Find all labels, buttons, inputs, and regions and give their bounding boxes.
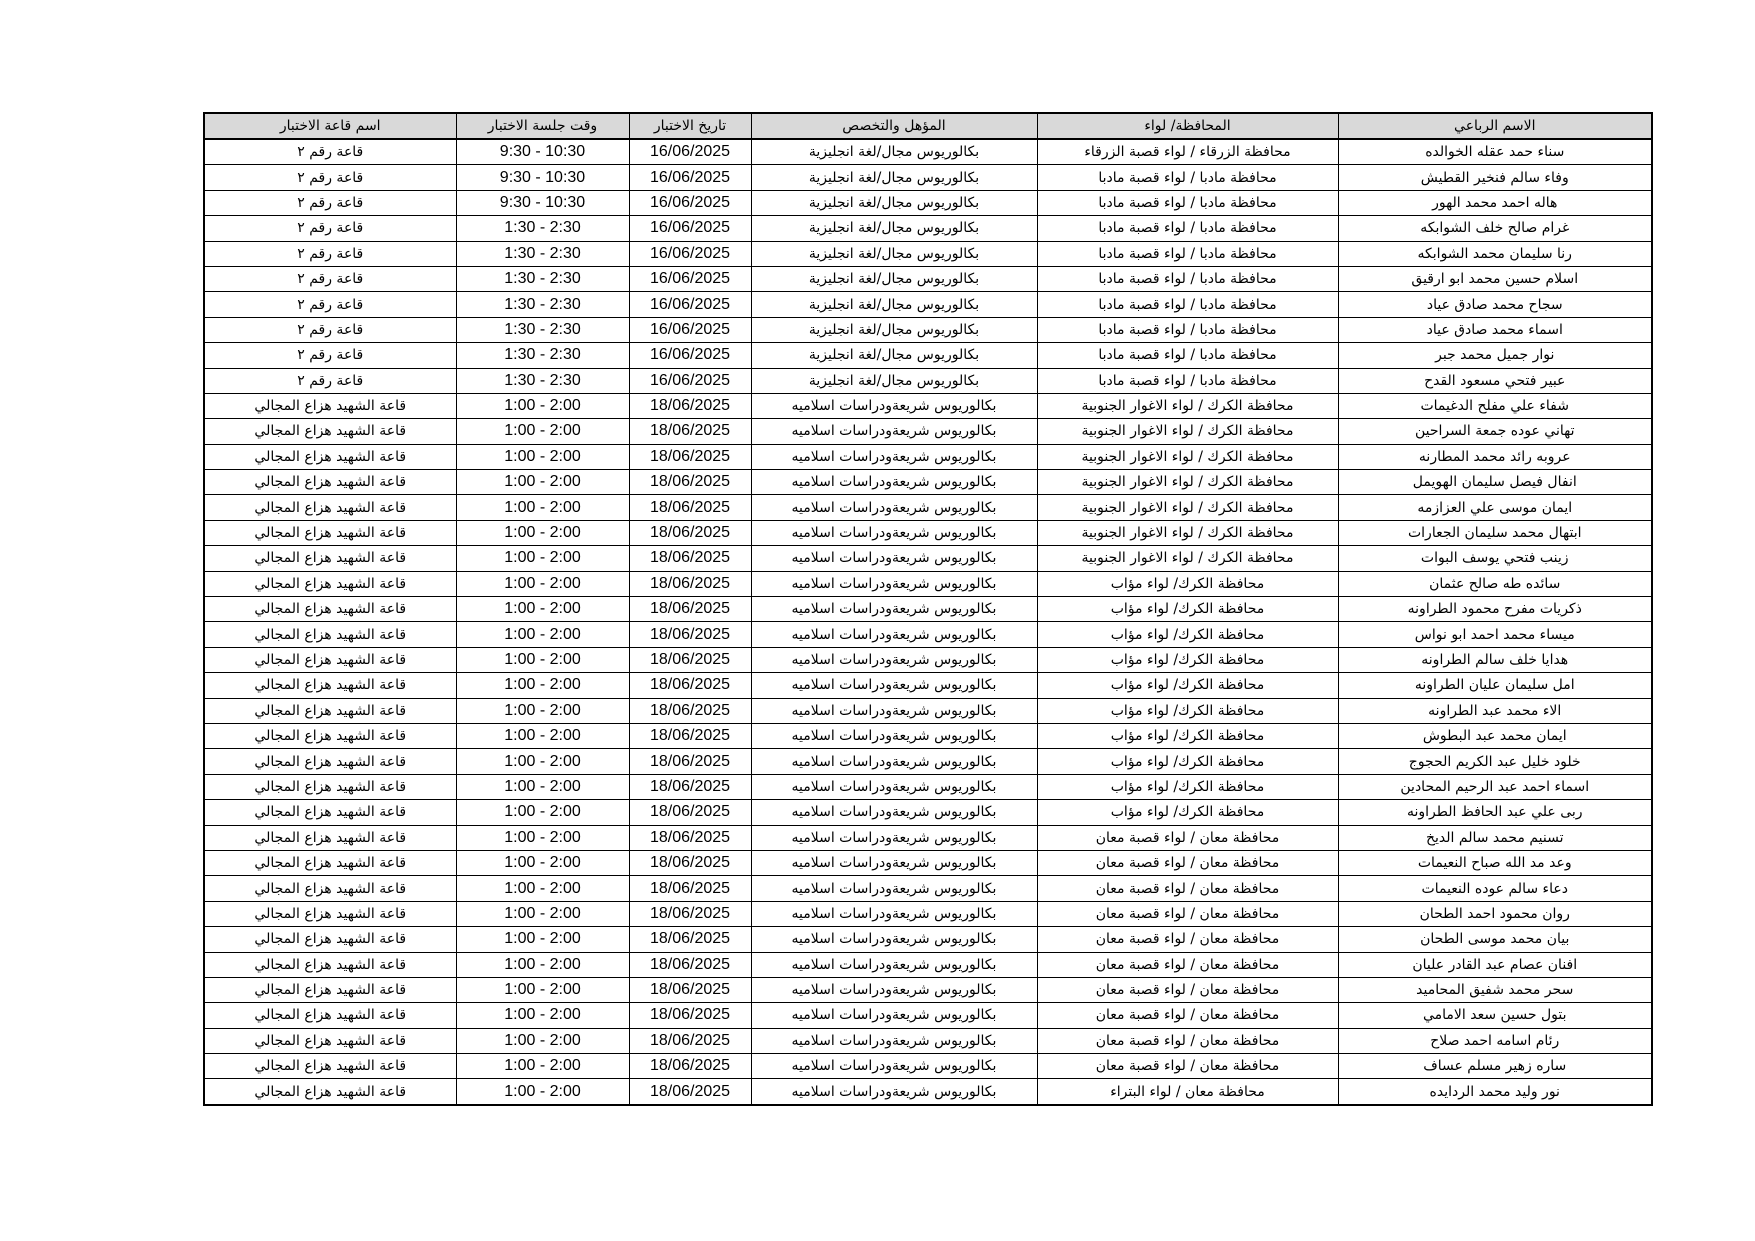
table-row: [204, 774, 1652, 799]
cell-qualification: بكالوريوس مجال/لغة انجليزية: [751, 266, 1037, 291]
cell-qualification: بكالوريوس شريعةودراسات اسلاميه: [751, 546, 1037, 571]
cell-qualification: بكالوريوس شريعةودراسات اسلاميه: [751, 1028, 1037, 1053]
cell-date: 18/06/2025: [629, 749, 751, 774]
cell-governorate: محافظة معان / لواء قصبة معان: [1037, 901, 1338, 926]
cell-qualification: بكالوريوس مجال/لغة انجليزية: [751, 343, 1037, 368]
cell-room: قاعة الشهيد هزاع المجالي: [204, 546, 456, 571]
table-row: [204, 190, 1652, 215]
cell-qualification: بكالوريوس شريعةودراسات اسلاميه: [751, 495, 1037, 520]
header-qualification: المؤهل والتخصص: [751, 113, 1037, 139]
cell-date: 18/06/2025: [629, 850, 751, 875]
cell-date: 18/06/2025: [629, 1079, 751, 1105]
cell-room: قاعة الشهيد هزاع المجالي: [204, 470, 456, 495]
cell-name: ايمان موسى علي العزازمه: [1338, 495, 1652, 520]
cell-qualification: بكالوريوس شريعةودراسات اسلاميه: [751, 571, 1037, 596]
cell-room: قاعة الشهيد هزاع المجالي: [204, 800, 456, 825]
cell-qualification: بكالوريوس مجال/لغة انجليزية: [751, 292, 1037, 317]
cell-room: قاعة الشهيد هزاع المجالي: [204, 622, 456, 647]
cell-name: ساره زهير مسلم عساف: [1338, 1054, 1652, 1079]
table-row: [204, 419, 1652, 444]
cell-governorate: محافظة الكرك / لواء الاغوار الجنوبية: [1037, 546, 1338, 571]
table-row: [204, 571, 1652, 596]
cell-room: قاعة رقم ٢: [204, 241, 456, 266]
table-row: [204, 597, 1652, 622]
cell-qualification: بكالوريوس شريعةودراسات اسلاميه: [751, 673, 1037, 698]
cell-name: دعاء سالم عوده النعيمات: [1338, 876, 1652, 901]
cell-governorate: محافظة الكرك/ لواء مؤاب: [1037, 800, 1338, 825]
table-row: [204, 825, 1652, 850]
cell-name: تسنيم محمد سالم الديخ: [1338, 825, 1652, 850]
cell-name: اسماء احمد عبد الرحيم المحادين: [1338, 774, 1652, 799]
cell-room: قاعة رقم ٢: [204, 343, 456, 368]
header-governorate: المحافظة/ لواء: [1037, 113, 1338, 139]
header-time: وقت جلسة الاختبار: [456, 113, 629, 139]
cell-room: قاعة رقم ٢: [204, 266, 456, 291]
cell-room: قاعة الشهيد هزاع المجالي: [204, 1028, 456, 1053]
cell-name: رنا سليمان محمد الشوابكه: [1338, 241, 1652, 266]
cell-date: 16/06/2025: [629, 292, 751, 317]
cell-date: 18/06/2025: [629, 1003, 751, 1028]
cell-name: غرام صالح خلف الشوابكه: [1338, 216, 1652, 241]
cell-governorate: محافظة الكرك / لواء الاغوار الجنوبية: [1037, 520, 1338, 545]
cell-time: 1:00 - 2:00: [456, 749, 629, 774]
cell-time: 1:00 - 2:00: [456, 470, 629, 495]
cell-date: 18/06/2025: [629, 673, 751, 698]
cell-governorate: محافظة معان / لواء قصبة معان: [1037, 1003, 1338, 1028]
cell-name: اسلام حسين محمد ابو ارقيق: [1338, 266, 1652, 291]
cell-date: 18/06/2025: [629, 698, 751, 723]
table-row: [204, 546, 1652, 571]
header-room: اسم قاعة الاختبار: [204, 113, 456, 139]
cell-governorate: محافظة مادبا / لواء قصبة مادبا: [1037, 317, 1338, 342]
cell-governorate: محافظة الكرك/ لواء مؤاب: [1037, 597, 1338, 622]
cell-time: 1:00 - 2:00: [456, 597, 629, 622]
table-row: [204, 216, 1652, 241]
cell-name: الاء محمد عبد الطراونه: [1338, 698, 1652, 723]
cell-room: قاعة رقم ٢: [204, 139, 456, 165]
cell-name: ذكريات مفرح محمود الطراونه: [1338, 597, 1652, 622]
cell-room: قاعة الشهيد هزاع المجالي: [204, 1003, 456, 1028]
cell-qualification: بكالوريوس شريعةودراسات اسلاميه: [751, 597, 1037, 622]
cell-room: قاعة الشهيد هزاع المجالي: [204, 749, 456, 774]
cell-qualification: بكالوريوس شريعةودراسات اسلاميه: [751, 927, 1037, 952]
cell-qualification: بكالوريوس مجال/لغة انجليزية: [751, 190, 1037, 215]
cell-date: 18/06/2025: [629, 520, 751, 545]
cell-date: 18/06/2025: [629, 546, 751, 571]
cell-room: قاعة الشهيد هزاع المجالي: [204, 1054, 456, 1079]
cell-qualification: بكالوريوس شريعةودراسات اسلاميه: [751, 647, 1037, 672]
cell-date: 16/06/2025: [629, 216, 751, 241]
cell-room: قاعة الشهيد هزاع المجالي: [204, 952, 456, 977]
cell-name: امل سليمان عليان الطراونه: [1338, 673, 1652, 698]
cell-name: رئام اسامه احمد صلاح: [1338, 1028, 1652, 1053]
cell-room: قاعة رقم ٢: [204, 292, 456, 317]
cell-name: ميساء محمد احمد ابو نواس: [1338, 622, 1652, 647]
cell-qualification: بكالوريوس شريعةودراسات اسلاميه: [751, 825, 1037, 850]
cell-room: قاعة الشهيد هزاع المجالي: [204, 977, 456, 1002]
cell-governorate: محافظة الكرك/ لواء مؤاب: [1037, 698, 1338, 723]
cell-room: قاعة الشهيد هزاع المجالي: [204, 825, 456, 850]
cell-date: 18/06/2025: [629, 1028, 751, 1053]
cell-time: 1:00 - 2:00: [456, 952, 629, 977]
cell-date: 16/06/2025: [629, 368, 751, 393]
cell-time: 1:00 - 2:00: [456, 977, 629, 1002]
cell-name: اسماء محمد صادق عياد: [1338, 317, 1652, 342]
cell-time: 1:00 - 2:00: [456, 850, 629, 875]
cell-time: 1:00 - 2:00: [456, 647, 629, 672]
cell-date: 18/06/2025: [629, 470, 751, 495]
table-row: [204, 470, 1652, 495]
cell-time: 1:00 - 2:00: [456, 673, 629, 698]
cell-time: 1:30 - 2:30: [456, 241, 629, 266]
cell-room: قاعة الشهيد هزاع المجالي: [204, 927, 456, 952]
cell-room: قاعة رقم ٢: [204, 165, 456, 190]
cell-governorate: محافظة الكرك/ لواء مؤاب: [1037, 723, 1338, 748]
cell-name: سائده طه صالح عثمان: [1338, 571, 1652, 596]
cell-name: ابتهال محمد سليمان الجعارات: [1338, 520, 1652, 545]
cell-name: نوار جميل محمد جبر: [1338, 343, 1652, 368]
cell-governorate: محافظة معان / لواء قصبة معان: [1037, 977, 1338, 1002]
cell-governorate: محافظة الزرقاء / لواء قصبة الزرقاء: [1037, 139, 1338, 165]
cell-governorate: محافظة مادبا / لواء قصبة مادبا: [1037, 266, 1338, 291]
cell-room: قاعة رقم ٢: [204, 368, 456, 393]
cell-date: 16/06/2025: [629, 139, 751, 165]
cell-governorate: محافظة مادبا / لواء قصبة مادبا: [1037, 216, 1338, 241]
table-row: [204, 266, 1652, 291]
cell-time: 1:00 - 2:00: [456, 927, 629, 952]
header-name: الاسم الرباعي: [1338, 113, 1652, 139]
cell-name: سجاح محمد صادق عياد: [1338, 292, 1652, 317]
table-row: [204, 495, 1652, 520]
cell-time: 1:00 - 2:00: [456, 825, 629, 850]
cell-qualification: بكالوريوس شريعةودراسات اسلاميه: [751, 470, 1037, 495]
cell-name: عروبه رائد محمد المطارنه: [1338, 444, 1652, 469]
cell-time: 1:30 - 2:30: [456, 317, 629, 342]
cell-governorate: محافظة الكرك/ لواء مؤاب: [1037, 647, 1338, 672]
cell-time: 1:00 - 2:00: [456, 723, 629, 748]
cell-governorate: محافظة الكرك/ لواء مؤاب: [1037, 749, 1338, 774]
cell-name: عبير فتحي مسعود القدح: [1338, 368, 1652, 393]
table-row: [204, 901, 1652, 926]
cell-governorate: محافظة مادبا / لواء قصبة مادبا: [1037, 165, 1338, 190]
cell-time: 1:30 - 2:30: [456, 368, 629, 393]
cell-time: 9:30 - 10:30: [456, 165, 629, 190]
cell-date: 18/06/2025: [629, 774, 751, 799]
table-row: [204, 673, 1652, 698]
cell-qualification: بكالوريوس شريعةودراسات اسلاميه: [751, 393, 1037, 418]
header-row: [204, 113, 1652, 139]
cell-name: ربى علي عبد الحافظ الطراونه: [1338, 800, 1652, 825]
table-row: [204, 317, 1652, 342]
table-row: [204, 647, 1652, 672]
cell-name: زينب فتحي يوسف البوات: [1338, 546, 1652, 571]
cell-room: قاعة رقم ٢: [204, 190, 456, 215]
table-row: [204, 698, 1652, 723]
cell-qualification: بكالوريوس شريعةودراسات اسلاميه: [751, 850, 1037, 875]
table-row: [204, 977, 1652, 1002]
cell-time: 1:00 - 2:00: [456, 698, 629, 723]
cell-time: 9:30 - 10:30: [456, 139, 629, 165]
table-row: [204, 1028, 1652, 1053]
cell-name: وفاء سالم فنخير القطيش: [1338, 165, 1652, 190]
table-row: [204, 723, 1652, 748]
cell-qualification: بكالوريوس شريعةودراسات اسلاميه: [751, 698, 1037, 723]
cell-time: 1:00 - 2:00: [456, 520, 629, 545]
cell-date: 18/06/2025: [629, 1054, 751, 1079]
cell-governorate: محافظة الكرك/ لواء مؤاب: [1037, 673, 1338, 698]
table-row: [204, 749, 1652, 774]
cell-time: 1:00 - 2:00: [456, 571, 629, 596]
cell-qualification: بكالوريوس شريعةودراسات اسلاميه: [751, 901, 1037, 926]
cell-time: 1:00 - 2:00: [456, 774, 629, 799]
cell-date: 18/06/2025: [629, 952, 751, 977]
cell-governorate: محافظة الكرك/ لواء مؤاب: [1037, 774, 1338, 799]
cell-room: قاعة الشهيد هزاع المجالي: [204, 901, 456, 926]
cell-governorate: محافظة الكرك/ لواء مؤاب: [1037, 571, 1338, 596]
cell-room: قاعة الشهيد هزاع المجالي: [204, 1079, 456, 1105]
cell-date: 18/06/2025: [629, 901, 751, 926]
cell-qualification: بكالوريوس مجال/لغة انجليزية: [751, 317, 1037, 342]
cell-governorate: محافظة معان / لواء قصبة معان: [1037, 825, 1338, 850]
cell-name: بيان محمد موسى الطحان: [1338, 927, 1652, 952]
cell-governorate: محافظة معان / لواء قصبة معان: [1037, 952, 1338, 977]
cell-governorate: محافظة مادبا / لواء قصبة مادبا: [1037, 343, 1338, 368]
cell-time: 1:00 - 2:00: [456, 1054, 629, 1079]
table-row: [204, 139, 1652, 165]
cell-name: سحر محمد شفيق المحاميد: [1338, 977, 1652, 1002]
cell-qualification: بكالوريوس مجال/لغة انجليزية: [751, 165, 1037, 190]
table-row: [204, 368, 1652, 393]
cell-time: 1:30 - 2:30: [456, 266, 629, 291]
cell-governorate: محافظة مادبا / لواء قصبة مادبا: [1037, 368, 1338, 393]
cell-name: شفاء علي مفلح الدغيمات: [1338, 393, 1652, 418]
cell-room: قاعة الشهيد هزاع المجالي: [204, 571, 456, 596]
cell-time: 1:00 - 2:00: [456, 901, 629, 926]
table-row: [204, 1079, 1652, 1105]
table-row: [204, 952, 1652, 977]
cell-name: خلود خليل عبد الكريم الحجوج: [1338, 749, 1652, 774]
header-date: تاريخ الاختبار: [629, 113, 751, 139]
table-row: [204, 927, 1652, 952]
cell-date: 18/06/2025: [629, 647, 751, 672]
cell-time: 1:00 - 2:00: [456, 800, 629, 825]
cell-room: قاعة الشهيد هزاع المجالي: [204, 673, 456, 698]
table-row: [204, 622, 1652, 647]
cell-name: وعد مد الله صباح النعيمات: [1338, 850, 1652, 875]
cell-date: 16/06/2025: [629, 266, 751, 291]
cell-room: قاعة الشهيد هزاع المجالي: [204, 444, 456, 469]
cell-date: 18/06/2025: [629, 393, 751, 418]
cell-governorate: محافظة معان / لواء البتراء: [1037, 1079, 1338, 1105]
cell-room: قاعة الشهيد هزاع المجالي: [204, 597, 456, 622]
cell-qualification: بكالوريوس شريعةودراسات اسلاميه: [751, 1003, 1037, 1028]
cell-governorate: محافظة الكرك/ لواء مؤاب: [1037, 622, 1338, 647]
cell-governorate: محافظة معان / لواء قصبة معان: [1037, 850, 1338, 875]
cell-date: 18/06/2025: [629, 825, 751, 850]
cell-date: 18/06/2025: [629, 927, 751, 952]
exam-schedule-table: [203, 112, 1653, 1106]
cell-qualification: بكالوريوس شريعةودراسات اسلاميه: [751, 444, 1037, 469]
cell-qualification: بكالوريوس شريعةودراسات اسلاميه: [751, 723, 1037, 748]
cell-governorate: محافظة الكرك / لواء الاغوار الجنوبية: [1037, 444, 1338, 469]
table-row: [204, 1054, 1652, 1079]
cell-date: 18/06/2025: [629, 800, 751, 825]
cell-time: 1:00 - 2:00: [456, 1003, 629, 1028]
cell-qualification: بكالوريوس مجال/لغة انجليزية: [751, 241, 1037, 266]
cell-date: 18/06/2025: [629, 622, 751, 647]
cell-date: 18/06/2025: [629, 495, 751, 520]
cell-name: هدايا خلف سالم الطراونه: [1338, 647, 1652, 672]
table-row: [204, 241, 1652, 266]
cell-date: 16/06/2025: [629, 241, 751, 266]
cell-date: 16/06/2025: [629, 343, 751, 368]
cell-date: 18/06/2025: [629, 571, 751, 596]
cell-name: نور وليد محمد الردايده: [1338, 1079, 1652, 1105]
cell-name: هاله احمد محمد الهور: [1338, 190, 1652, 215]
table-row: [204, 520, 1652, 545]
cell-qualification: بكالوريوس شريعةودراسات اسلاميه: [751, 774, 1037, 799]
cell-room: قاعة الشهيد هزاع المجالي: [204, 774, 456, 799]
cell-name: افنان عصام عبد القادر عليان: [1338, 952, 1652, 977]
cell-room: قاعة الشهيد هزاع المجالي: [204, 520, 456, 545]
cell-qualification: بكالوريوس مجال/لغة انجليزية: [751, 139, 1037, 165]
table-row: [204, 800, 1652, 825]
cell-governorate: محافظة مادبا / لواء قصبة مادبا: [1037, 292, 1338, 317]
cell-governorate: محافظة مادبا / لواء قصبة مادبا: [1037, 190, 1338, 215]
cell-room: قاعة رقم ٢: [204, 216, 456, 241]
cell-date: 16/06/2025: [629, 190, 751, 215]
cell-time: 1:00 - 2:00: [456, 495, 629, 520]
cell-qualification: بكالوريوس مجال/لغة انجليزية: [751, 368, 1037, 393]
cell-name: سناء حمد عقله الخوالده: [1338, 139, 1652, 165]
cell-time: 1:00 - 2:00: [456, 876, 629, 901]
cell-qualification: بكالوريوس شريعةودراسات اسلاميه: [751, 1079, 1037, 1105]
cell-name: روان محمود احمد الطحان: [1338, 901, 1652, 926]
cell-time: 1:00 - 2:00: [456, 419, 629, 444]
cell-qualification: بكالوريوس شريعةودراسات اسلاميه: [751, 977, 1037, 1002]
cell-room: قاعة الشهيد هزاع المجالي: [204, 850, 456, 875]
cell-name: تهاني عوده جمعة السراحين: [1338, 419, 1652, 444]
cell-date: 16/06/2025: [629, 165, 751, 190]
cell-date: 18/06/2025: [629, 977, 751, 1002]
table-row: [204, 292, 1652, 317]
cell-qualification: بكالوريوس شريعةودراسات اسلاميه: [751, 952, 1037, 977]
cell-room: قاعة الشهيد هزاع المجالي: [204, 698, 456, 723]
cell-qualification: بكالوريوس مجال/لغة انجليزية: [751, 216, 1037, 241]
table-row: [204, 850, 1652, 875]
cell-qualification: بكالوريوس شريعةودراسات اسلاميه: [751, 520, 1037, 545]
table-row: [204, 393, 1652, 418]
cell-qualification: بكالوريوس شريعةودراسات اسلاميه: [751, 622, 1037, 647]
cell-governorate: محافظة الكرك / لواء الاغوار الجنوبية: [1037, 470, 1338, 495]
cell-date: 16/06/2025: [629, 317, 751, 342]
cell-qualification: بكالوريوس شريعةودراسات اسلاميه: [751, 749, 1037, 774]
cell-time: 1:00 - 2:00: [456, 1028, 629, 1053]
cell-room: قاعة الشهيد هزاع المجالي: [204, 419, 456, 444]
cell-governorate: محافظة الكرك / لواء الاغوار الجنوبية: [1037, 419, 1338, 444]
cell-room: قاعة الشهيد هزاع المجالي: [204, 495, 456, 520]
cell-governorate: محافظة معان / لواء قصبة معان: [1037, 1054, 1338, 1079]
table-row: [204, 343, 1652, 368]
cell-room: قاعة الشهيد هزاع المجالي: [204, 393, 456, 418]
cell-governorate: محافظة الكرك / لواء الاغوار الجنوبية: [1037, 393, 1338, 418]
table-row: [204, 1003, 1652, 1028]
cell-room: قاعة رقم ٢: [204, 317, 456, 342]
cell-time: 9:30 - 10:30: [456, 190, 629, 215]
cell-qualification: بكالوريوس شريعةودراسات اسلاميه: [751, 1054, 1037, 1079]
cell-date: 18/06/2025: [629, 723, 751, 748]
cell-time: 1:00 - 2:00: [456, 622, 629, 647]
cell-room: قاعة الشهيد هزاع المجالي: [204, 647, 456, 672]
cell-date: 18/06/2025: [629, 444, 751, 469]
cell-governorate: محافظة معان / لواء قصبة معان: [1037, 1028, 1338, 1053]
table-body: [204, 139, 1652, 1105]
cell-qualification: بكالوريوس شريعةودراسات اسلاميه: [751, 876, 1037, 901]
cell-date: 18/06/2025: [629, 597, 751, 622]
cell-name: ايمان محمد عبد البطوش: [1338, 723, 1652, 748]
cell-date: 18/06/2025: [629, 419, 751, 444]
cell-governorate: محافظة الكرك / لواء الاغوار الجنوبية: [1037, 495, 1338, 520]
table-row: [204, 444, 1652, 469]
cell-qualification: بكالوريوس شريعةودراسات اسلاميه: [751, 800, 1037, 825]
cell-date: 18/06/2025: [629, 876, 751, 901]
cell-time: 1:00 - 2:00: [456, 546, 629, 571]
cell-qualification: بكالوريوس شريعةودراسات اسلاميه: [751, 419, 1037, 444]
cell-governorate: محافظة معان / لواء قصبة معان: [1037, 927, 1338, 952]
cell-governorate: محافظة مادبا / لواء قصبة مادبا: [1037, 241, 1338, 266]
cell-name: بتول حسين سعد الامامي: [1338, 1003, 1652, 1028]
cell-room: قاعة الشهيد هزاع المجالي: [204, 876, 456, 901]
cell-time: 1:00 - 2:00: [456, 1079, 629, 1105]
cell-time: 1:00 - 2:00: [456, 444, 629, 469]
cell-time: 1:30 - 2:30: [456, 216, 629, 241]
table-row: [204, 165, 1652, 190]
cell-time: 1:30 - 2:30: [456, 343, 629, 368]
cell-time: 1:00 - 2:00: [456, 393, 629, 418]
table-row: [204, 876, 1652, 901]
cell-time: 1:30 - 2:30: [456, 292, 629, 317]
cell-name: انفال فيصل سليمان الهويمل: [1338, 470, 1652, 495]
cell-room: قاعة الشهيد هزاع المجالي: [204, 723, 456, 748]
cell-governorate: محافظة معان / لواء قصبة معان: [1037, 876, 1338, 901]
